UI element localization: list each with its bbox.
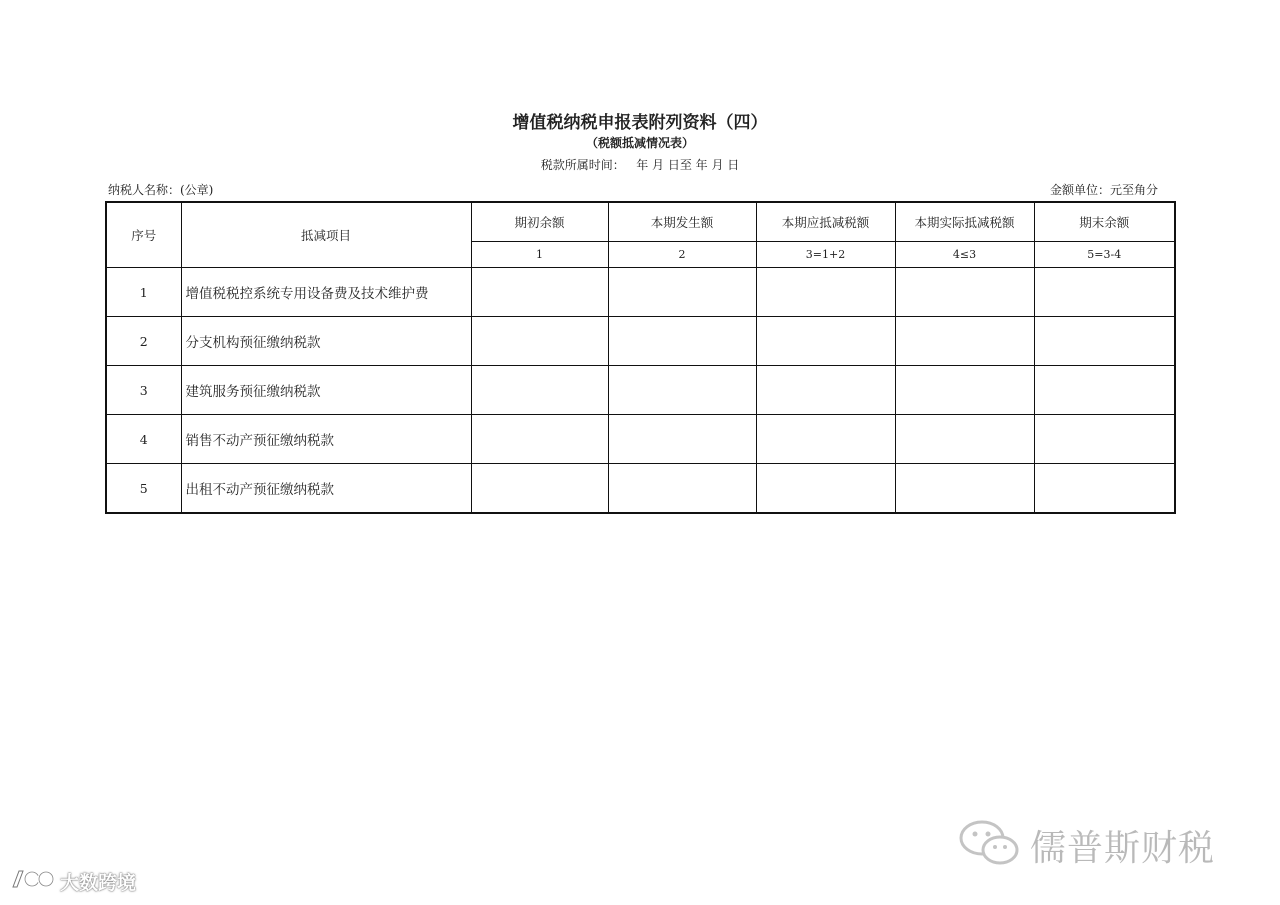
wechat-icon xyxy=(958,818,1022,872)
incurred-cell[interactable] xyxy=(608,366,756,415)
row-item: 建筑服务预征缴纳税款 xyxy=(181,366,471,415)
incurred-cell[interactable] xyxy=(608,464,756,514)
header-item: 抵减项目 xyxy=(181,202,471,268)
deductible-cell[interactable] xyxy=(756,317,895,366)
column-number: 5=3-4 xyxy=(1034,242,1175,268)
tax-period-value: 年 月 日至 年 月 日 xyxy=(636,158,740,172)
actual-cell[interactable] xyxy=(895,366,1034,415)
header-deductible: 本期应抵减税额 xyxy=(756,202,895,242)
deduction-table xyxy=(105,201,1176,514)
wechat-account-name: 儒普斯财税 xyxy=(1030,827,1216,869)
header-actual: 本期实际抵减税额 xyxy=(895,202,1034,242)
row-item: 销售不动产预征缴纳税款 xyxy=(181,415,471,464)
table-row xyxy=(106,464,1175,514)
header-incurred: 本期发生额 xyxy=(608,202,756,242)
row-item: 出租不动产预征缴纳税款 xyxy=(181,464,471,514)
row-seq: 2 xyxy=(106,317,181,366)
header-opening: 期初余额 xyxy=(471,202,608,242)
incurred-cell[interactable] xyxy=(608,268,756,317)
amount-unit-label: 金额单位：元至角分 xyxy=(1049,183,1158,197)
tax-period-label: 税款所属时间： xyxy=(540,158,625,172)
tax-period xyxy=(0,156,1280,173)
table-header-row xyxy=(106,202,1175,242)
opening-cell[interactable] xyxy=(471,268,608,317)
row-item: 增值税税控系统专用设备费及技术维护费 xyxy=(181,268,471,317)
column-number: 1 xyxy=(471,242,608,268)
table-row xyxy=(106,268,1175,317)
closing-cell[interactable] xyxy=(1034,317,1175,366)
opening-cell[interactable] xyxy=(471,366,608,415)
closing-cell[interactable] xyxy=(1034,464,1175,514)
incurred-cell[interactable] xyxy=(608,317,756,366)
opening-cell[interactable] xyxy=(471,317,608,366)
deductible-cell[interactable] xyxy=(756,268,895,317)
deductible-cell[interactable] xyxy=(756,366,895,415)
row-seq: 3 xyxy=(106,366,181,415)
row-seq: 4 xyxy=(106,415,181,464)
form-subtitle: （税额抵减情况表） xyxy=(585,136,694,150)
actual-cell[interactable] xyxy=(895,317,1034,366)
form-title: 增值税纳税申报表附列资料（四） xyxy=(512,113,768,133)
header-seq: 序号 xyxy=(106,202,181,268)
row-seq: 5 xyxy=(106,464,181,514)
actual-cell[interactable] xyxy=(895,268,1034,317)
table-row xyxy=(106,366,1175,415)
row-item: 分支机构预征缴纳税款 xyxy=(181,317,471,366)
actual-cell[interactable] xyxy=(895,415,1034,464)
column-number: 2 xyxy=(608,242,756,268)
column-number: 4≤3 xyxy=(895,242,1034,268)
source-brand-name: 大数跨境 xyxy=(60,871,137,894)
closing-cell[interactable] xyxy=(1034,268,1175,317)
closing-cell[interactable] xyxy=(1034,415,1175,464)
brand-logo-icon xyxy=(10,867,56,895)
deductible-cell[interactable] xyxy=(756,415,895,464)
actual-cell[interactable] xyxy=(895,464,1034,514)
column-number: 3=1+2 xyxy=(756,242,895,268)
incurred-cell[interactable] xyxy=(608,415,756,464)
deductible-cell[interactable] xyxy=(756,464,895,514)
closing-cell[interactable] xyxy=(1034,366,1175,415)
opening-cell[interactable] xyxy=(471,464,608,514)
wechat-watermark xyxy=(958,818,1215,872)
source-watermark xyxy=(10,867,136,895)
table-row xyxy=(106,317,1175,366)
opening-cell[interactable] xyxy=(471,415,608,464)
header-closing: 期末余额 xyxy=(1034,202,1175,242)
row-seq: 1 xyxy=(106,268,181,317)
taxpayer-name-label: 纳税人名称：(公章) xyxy=(108,183,214,197)
table-row xyxy=(106,415,1175,464)
